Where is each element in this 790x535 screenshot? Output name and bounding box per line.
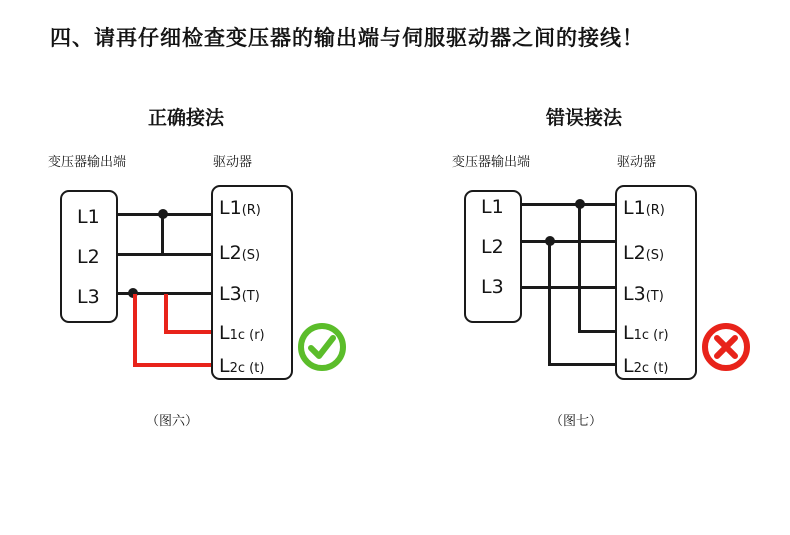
- right-terminal-l3-sub-correct: (T): [241, 289, 260, 304]
- right-terminal-l2-sub-wrong: (S): [645, 248, 665, 263]
- panel-wrong-caption: （图七）: [550, 414, 603, 429]
- panel-wrong-right-label: 驱动器: [617, 155, 657, 170]
- wire-l1-wrong: [522, 203, 615, 206]
- panel-correct-right-label: 驱动器: [213, 155, 253, 170]
- right-terminal-l1-wrong: [623, 199, 665, 218]
- right-terminal-l2-sub-correct: (S): [241, 248, 261, 263]
- left-terminal-l1-correct: L1: [77, 206, 100, 228]
- left-terminal-l1-wrong: L1: [481, 196, 504, 218]
- wire-l2-correct: [118, 253, 211, 256]
- left-terminal-l2-correct: L2: [77, 246, 100, 268]
- left-terminal-l3-correct: L3: [77, 286, 100, 308]
- wire-tap-l1c-wrong: [578, 203, 581, 331]
- right-terminal-l1c-correct: [219, 324, 265, 343]
- wire-l1c-horizontal-wrong: [578, 330, 615, 333]
- junction-dot-l2-wrong: [545, 236, 555, 246]
- panel-correct-left-label: 变压器输出端: [48, 155, 127, 170]
- right-terminal-l1c-main-correct: L: [219, 322, 230, 344]
- right-terminal-l1-sub-correct: (R): [241, 203, 261, 218]
- right-terminal-l1-main-correct: L1: [219, 197, 242, 219]
- wire-l3-wrong: [522, 286, 615, 289]
- wire-l2-wrong: [522, 240, 615, 243]
- cross-circle-icon: [702, 323, 750, 371]
- right-terminal-l1c-wrong: [623, 324, 669, 343]
- right-terminal-l1c-sub-correct: 1c (r): [229, 328, 265, 343]
- right-terminal-l3-wrong: [623, 285, 664, 304]
- wire-l2c-horizontal-wrong: [548, 363, 615, 366]
- wire-tap-vertical-correct: [161, 213, 164, 256]
- right-terminal-l3-sub-wrong: (T): [645, 289, 664, 304]
- page-title: 四、请再仔细检查变压器的输出端与伺服驱动器之间的接线！: [50, 26, 644, 50]
- right-terminal-l1c-sub-wrong: 1c (r): [633, 328, 669, 343]
- panel-correct-heading: 正确接法: [148, 107, 225, 129]
- junction-dot-l1-wrong: [575, 199, 585, 209]
- right-terminal-l3-main-correct: L3: [219, 283, 242, 305]
- right-terminal-l2c-main-wrong: L: [623, 355, 634, 377]
- red-wire-l2c-horizontal-correct: [133, 363, 211, 367]
- right-terminal-l1-sub-wrong: (R): [645, 203, 665, 218]
- left-terminal-l3-wrong: L3: [481, 276, 504, 298]
- panel-wrong-left-label: 变压器输出端: [452, 155, 531, 170]
- right-terminal-l1c-main-wrong: L: [623, 322, 634, 344]
- right-terminal-l2c-correct: [219, 357, 264, 376]
- right-terminal-l2c-sub-correct: 2c (t): [229, 361, 265, 376]
- panel-wrong-heading: 错误接法: [546, 107, 623, 129]
- wire-tap-l2c-wrong: [548, 240, 551, 366]
- right-terminal-l2-correct: [219, 244, 260, 263]
- junction-dot-l1-correct: [158, 209, 168, 219]
- right-terminal-l2c-main-correct: L: [219, 355, 230, 377]
- check-circle-icon: [298, 323, 346, 371]
- red-wire-l2c-vertical-correct: [133, 294, 137, 367]
- right-terminal-l3-correct: [219, 285, 260, 304]
- right-terminal-l2c-sub-wrong: 2c (t): [633, 361, 669, 376]
- panel-correct-caption: （图六）: [146, 414, 199, 429]
- right-terminal-l1-correct: [219, 199, 261, 218]
- right-terminal-l2-main-correct: L2: [219, 242, 242, 264]
- red-wire-l1c-vertical-correct: [164, 294, 168, 334]
- right-terminal-l1-main-wrong: L1: [623, 197, 646, 219]
- right-terminal-l2-main-wrong: L2: [623, 242, 646, 264]
- red-wire-l1c-horizontal-correct: [164, 330, 211, 334]
- right-terminal-l3-main-wrong: L3: [623, 283, 646, 305]
- right-terminal-l2-wrong: [623, 244, 664, 263]
- right-terminal-l2c-wrong: [623, 357, 668, 376]
- left-terminal-l2-wrong: L2: [481, 236, 504, 258]
